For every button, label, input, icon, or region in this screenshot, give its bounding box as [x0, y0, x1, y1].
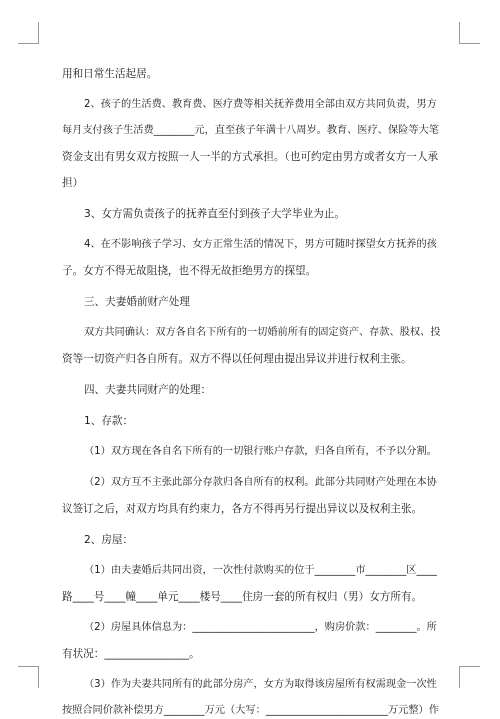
text-line: 3、女方需负责孩子的抚养直至付到孩子大学毕业为止。 [84, 208, 345, 220]
section-heading: 四、夫妻共同财产的处理： [84, 384, 212, 396]
text-line: 子。女方不得无故阻挠，也不得无故拒绝男方的探望。 [62, 265, 317, 277]
text-line: 1、存款： [84, 415, 134, 427]
text-line: 每月支付孩子生活费________元，直至孩子年满十八周岁。教育、医疗、保险等大笔 [62, 125, 439, 136]
text-line: 担） [62, 177, 84, 189]
text-line: 按照合同价款补偿男方________万元（大写：________________________万元整）作 [62, 705, 439, 716]
section-heading: 三、夫妻婚前财产处理 [84, 296, 190, 308]
crop-mark-bottom-right-h [459, 666, 480, 667]
crop-mark-top-left [38, 22, 39, 44]
text-line: 资金支出有男女双方按照一人一半的方式承担。（也可约定由男方或者女方一人承 [62, 151, 439, 163]
crop-mark-bottom-right [459, 666, 460, 688]
text-line: （3）作为夫妻共同所有的此部分房产，女方为取得该房屋所有权需现金一次性 [84, 679, 437, 690]
crop-mark-bottom-left-h [18, 666, 39, 667]
text-line: （2）房屋具体信息为：________________________，购房价款：________。所 [84, 622, 437, 633]
text-line: 有状况：________________。 [62, 648, 200, 660]
text-line: 议签订之后，对双方均具有约束力，各方不得再另行提出异议以及权利主张。 [62, 503, 423, 515]
text-line: 用和日常生活起居。 [62, 68, 158, 80]
text-line: （1）双方现在各自名下所有的一切银行账户存款，归各自所有，不予以分割。 [84, 446, 437, 457]
crop-mark-top-left-h [18, 43, 39, 44]
text-line: 2、孩子的生活费、教育费、医疗费等相关抚养费用全部由双方共同负责，男方 [84, 99, 437, 110]
crop-mark-top-right-h [459, 43, 480, 44]
text-line: 2、房屋： [84, 534, 134, 546]
text-line: （1）由夫妻婚后共同出资，一次性付款购买的位于________市________区____ [84, 565, 437, 576]
text-line: 4、在不影响孩子学习、女方正常生活的情况下，男方可随时探望女方抚养的孩 [84, 239, 437, 250]
text-line: 双方共同确认：双方各自名下所有的一切婚前所有的固定资产、存款、股权、投 [84, 327, 441, 338]
crop-mark-bottom-left [38, 666, 39, 688]
crop-mark-top-right [459, 22, 460, 44]
text-line: 路____号____幢____单元____楼号____住房一套的所有权归（男）女方所有。 [62, 591, 423, 603]
text-line: （2）双方互不主张此部分存款归各自所有的权利。此部分共同财产处理在本协 [84, 477, 437, 488]
text-line: 资等一切资产归各自所有。双方不得以任何理由提出异议并进行权利主张。 [62, 353, 412, 365]
